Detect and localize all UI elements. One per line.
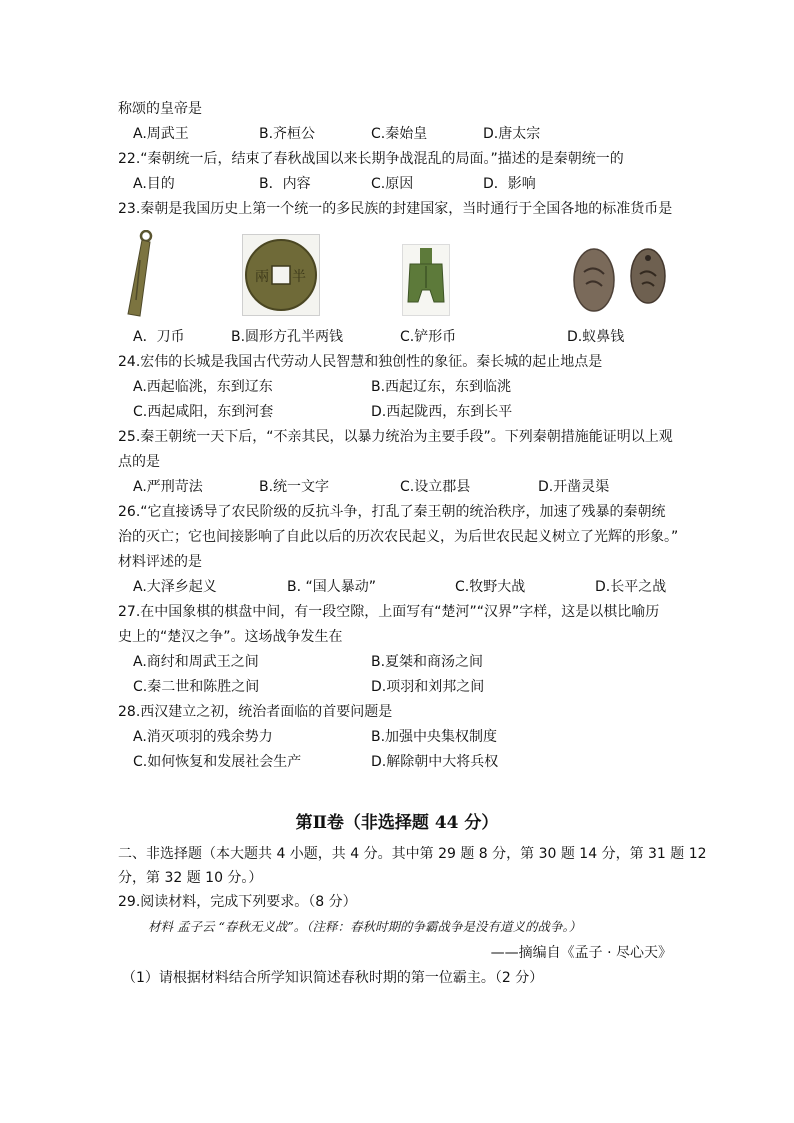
q24-option-a: A.西起临洮，东到辽东	[133, 379, 273, 395]
q23-option-a: A．刀币	[133, 329, 185, 345]
q28-option-a: A.消灭项羽的残余势力	[133, 729, 273, 745]
q24-option-d: D.西起陇西，东到长平	[371, 404, 513, 420]
question-26-line2: 治的灭亡；它也间接影响了自此以后的历次农民起义，为后世农民起义树立了光辉的形象。”	[118, 529, 679, 545]
option-c: C.秦始皇	[371, 126, 428, 142]
q22-option-a: A.目的	[133, 176, 175, 192]
q24-option-b: B.西起辽东，东到临洮	[371, 379, 512, 395]
option-b: B.齐桓公	[259, 126, 316, 142]
q27-option-a: A.商纣和周武王之间	[133, 654, 259, 670]
q27-option-b: B.夏桀和商汤之间	[371, 654, 484, 670]
material-quote: 材料 孟子云 “春秋无义战”。（注释：春秋时期的争霸战争是没有道义的战争。）	[148, 919, 582, 934]
ban-liang-coin-image	[242, 234, 320, 316]
section-intro-line2: 分，第 32 题 10 分。）	[118, 870, 263, 886]
question-25-line1: 25.秦王朝统一天下后，“不亲其民，以暴力统治为主要手段”。下列秦朝措施能证明以上观	[118, 429, 673, 445]
question-27-line2: 史上的“楚汉之争”。这场战争发生在	[118, 629, 343, 645]
question-24: 24.宏伟的长城是我国古代劳动人民智慧和独创性的象征。秦长城的起止地点是	[118, 354, 603, 370]
question-22: 22.“秦朝统一后，结束了春秋战国以来长期争战混乱的局面。”描述的是秦朝统一的	[118, 151, 624, 167]
q24-option-c: C.西起咸阳，东到河套	[133, 404, 274, 420]
option-a: A.周武王	[133, 126, 189, 142]
question-27-line1: 27.在中国象棋的棋盘中间，有一段空隙，上面写有“楚河”“汉界”字样，这是以棋比喻历	[118, 604, 660, 620]
sub-question-1: （1）请根据材料结合所学知识简述春秋时期的第一位霸主。（2 分）	[122, 970, 544, 986]
q23-option-b: B.圆形方孔半两钱	[231, 329, 344, 345]
q22-option-b: B．内容	[259, 176, 311, 192]
q25-option-c: C.设立郡县	[400, 479, 471, 495]
q22-option-d: D．影响	[483, 176, 536, 192]
q26-option-c: C.牧野大战	[455, 579, 526, 595]
question-23: 23.秦朝是我国历史上第一个统一的多民族的封建国家，当时通行于全国各地的标准货币是	[118, 201, 673, 217]
svg-text:兩: 兩	[255, 269, 269, 285]
q28-option-d: D.解除朝中大将兵权	[371, 754, 499, 770]
question-26-line1: 26.“它直接诱导了农民阶级的反抗斗争，打乱了秦王朝的统治秩序，加速了残暴的秦朝统	[118, 504, 666, 520]
material-source: ——摘编自《孟子 · 尽心天》	[490, 945, 672, 961]
question-26-line3: 材料评述的是	[118, 554, 202, 570]
svg-text:半: 半	[292, 269, 306, 285]
q23-option-d: D.蚁鼻钱	[567, 329, 625, 345]
option-d: D.唐太宗	[483, 126, 541, 142]
q26-option-a: A.大泽乡起义	[133, 579, 217, 595]
question-29: 29.阅读材料，完成下列要求。（8 分）	[118, 894, 357, 910]
section-title: 第Ⅱ卷（非选择题 44 分）	[295, 813, 499, 833]
q25-option-b: B.统一文字	[259, 479, 330, 495]
question-28: 28.西汉建立之初，统治者面临的首要问题是	[118, 704, 393, 720]
knife-coin-image	[120, 230, 156, 320]
section-intro-line1: 二、非选择题（本大题共 4 小题，共 4 分。其中第 29 题 8 分，第 30 题 14 分，第 31 题 12	[118, 846, 707, 862]
q22-option-c: C.原因	[371, 176, 414, 192]
ant-nose-coin-image	[566, 244, 670, 316]
q26-option-d: D.长平之战	[595, 579, 667, 595]
q25-option-d: D.开凿灵渠	[538, 479, 610, 495]
q28-option-c: C.如何恢复和发展社会生产	[133, 754, 302, 770]
q28-option-b: B.加强中央集权制度	[371, 729, 498, 745]
q23-option-c: C.铲形币	[400, 329, 457, 345]
q26-option-b: B. “国人暴动”	[287, 579, 377, 595]
question-25-line2: 点的是	[118, 454, 160, 470]
spade-coin-image	[402, 244, 450, 316]
q25-option-a: A.严刑苛法	[133, 479, 203, 495]
question-tail: 称颂的皇帝是	[118, 101, 202, 117]
q27-option-c: C.秦二世和陈胜之间	[133, 679, 260, 695]
q27-option-d: D.项羽和刘邦之间	[371, 679, 485, 695]
